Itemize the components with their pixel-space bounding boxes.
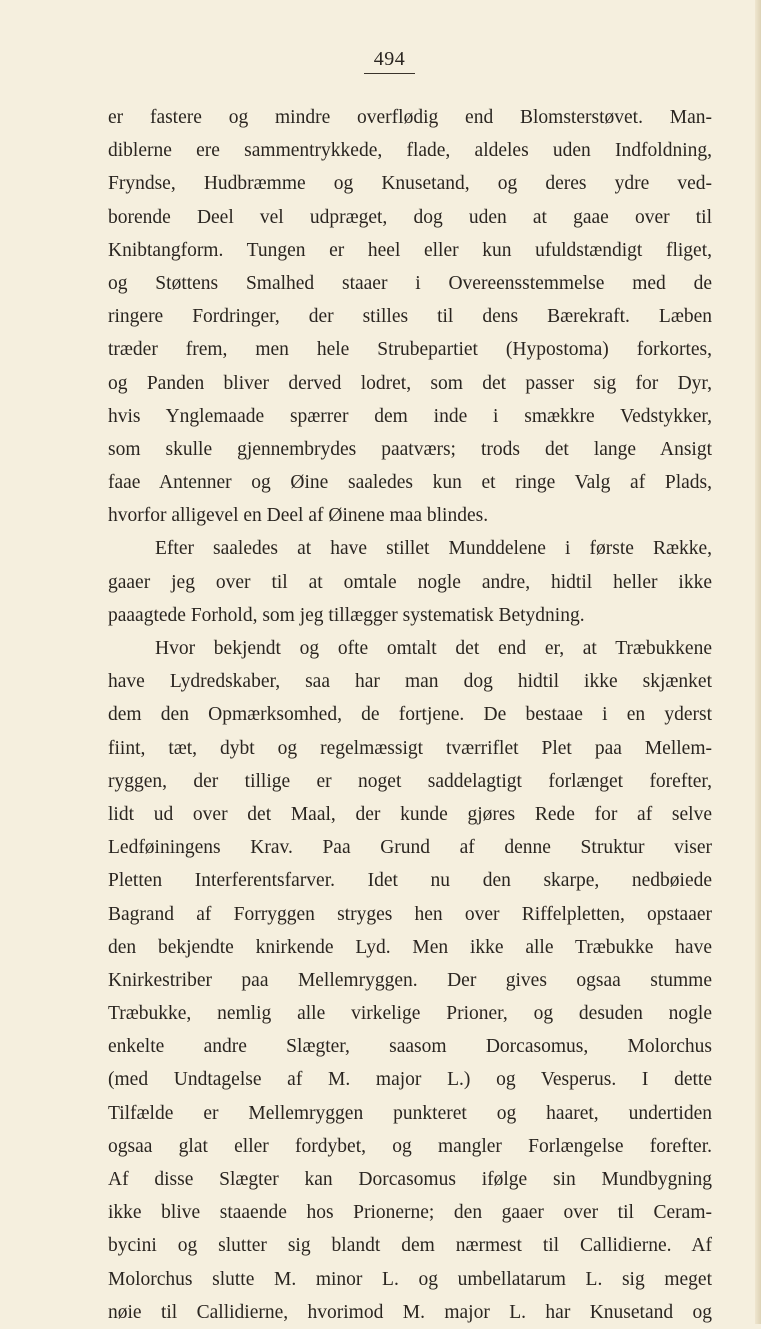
text-line: som skulle gjennembrydes paatværs; trods det lange Ansigt (108, 438, 712, 460)
text-line: Molorchus slutte M. minor L. og umbellatarum L. sig meget (108, 1268, 712, 1290)
text-line: Pletten Interferentsfarver. Idet nu den skarpe, nedbøiede (108, 870, 712, 892)
text-line: Tilfælde er Mellemryggen punkteret og haaret, undertiden (108, 1102, 712, 1124)
page-number-container (0, 48, 761, 74)
text-line: træder frem, men hele Strubepartiet (Hypostoma) forkortes, (108, 339, 712, 361)
text-line: hvorfor alligevel en Deel af Øinene maa blindes. (108, 505, 489, 527)
text-line: Knirkestriber paa Mellemryggen. Der gives ogsaa stumme (108, 969, 712, 991)
text-line: fiint, tæt, dybt og regelmæssigt tværriflet Plet paa Mellem- (108, 737, 712, 759)
text-line: ogsaa glat eller fordybet, og mangler Forlængelse forefter. (108, 1135, 712, 1157)
text-line: og Støttens Smalhed staaer i Overeensstemmelse med de (108, 272, 712, 294)
text-line: nøie til Callidierne, hvorimod M. major L. har Knusetand og (108, 1301, 712, 1323)
text-line: Efter saaledes at have stillet Munddelene i første Række, (155, 538, 712, 560)
text-line: Hvor bekjendt og ofte omtalt det end er, at Træbukkene (155, 638, 712, 659)
text-line: ryggen, der tillige er noget saddelagtigt forlænget forefter, (108, 770, 712, 792)
text-line: bycini og slutter sig blandt dem nærmest til Callidierne. Af (108, 1235, 712, 1257)
text-line: lidt ud over det Maal, der kunde gjøres Rede for af selve (108, 803, 712, 825)
page-edge (755, 0, 761, 1324)
text-line: borende Deel vel udpræget, dog uden at gaae over til (108, 206, 712, 228)
text-line: enkelte andre Slægter, saasom Dorcasomus, Molorchus (108, 1036, 712, 1058)
text-line: diblerne ere sammentrykkede, flade, aldeles uden Indfoldning, (108, 140, 712, 162)
text-line: Bagrand af Forryggen stryges hen over Riffelpletten, opstaaer (108, 903, 712, 925)
text-line: ringere Fordringer, der stilles til dens Bærekraft. Læben (108, 306, 712, 328)
text-line: den bekjendte knirkende Lyd. Men ikke alle Træbukke have (108, 936, 712, 958)
text-line: og Panden bliver derved lodret, som det passer sig for Dyr, (108, 372, 712, 394)
text-line: dem den Opmærksomhed, de fortjene. De bestaae i en yderst (108, 704, 712, 726)
text-line: er fastere og mindre overflødig end Blomsterstøvet. Man- (108, 107, 712, 128)
text-line: Af disse Slægter kan Dorcasomus ifølge sin Mundbygning (108, 1169, 712, 1190)
text-line: paaagtede Forhold, som jeg tillægger systematisk Betydning. (108, 604, 585, 626)
page-number: 494 (364, 48, 416, 74)
text-line: Fryndse, Hudbræmme og Knusetand, og deres ydre ved- (108, 173, 712, 195)
text-line: Knibtangform. Tungen er heel eller kun ufuldstændigt fliget, (108, 239, 712, 261)
text-line: (med Undtagelse af M. major L.) og Vesperus. I dette (108, 1069, 712, 1091)
text-line: Træbukke, nemlig alle virkelige Prioner, og desuden nogle (108, 1003, 712, 1025)
text-line: gaaer jeg over til at omtale nogle andre, hidtil heller ikke (108, 571, 712, 593)
text-line: faae Antenner og Øine saaledes kun et ringe Valg af Plads, (108, 472, 712, 494)
body-text (108, 101, 712, 1329)
text-line: ikke blive staaende hos Prionerne; den gaaer over til Ceram- (108, 1202, 712, 1224)
text-line: have Lydredskaber, saa har man dog hidtil ikke skjænket (108, 671, 712, 693)
text-line: hvis Ynglemaade spærrer dem inde i smækkre Vedstykker, (108, 405, 712, 427)
text-line: Ledføiningens Krav. Paa Grund af denne Struktur viser (108, 837, 712, 859)
